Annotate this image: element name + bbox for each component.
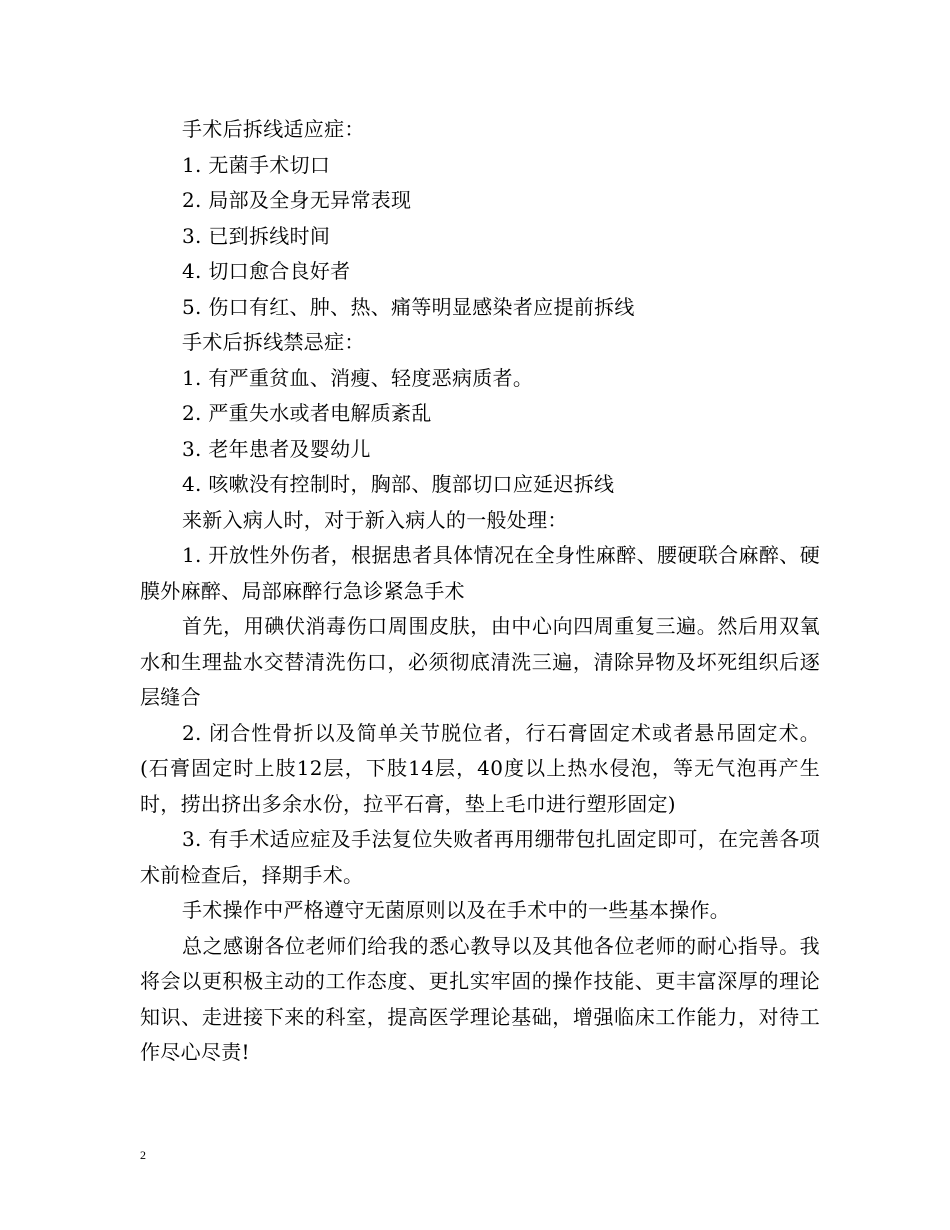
body-paragraph: 手术操作中严格遵守无菌原则以及在手术中的一些基本操作。 <box>182 898 731 922</box>
list-item: 5. 伤口有红、肿、热、痛等明显感染者应提前拆线 <box>182 294 635 319</box>
list-item: 2. 局部及全身无异常表现 <box>182 188 412 212</box>
body-paragraph: 3. 有手术适应症及手法复位失败者再用绷带包扎固定即可，在完善各项术前检查后，择期手术。 <box>140 827 820 887</box>
document-body <box>140 112 820 1071</box>
body-paragraph: 1. 开放性外伤者，根据患者具体情况在全身性麻醉、腰硬联合麻醉、硬膜外麻醉、局部麻醉行急诊紧急手术 <box>140 543 820 603</box>
list-item: 3. 老年患者及婴幼儿 <box>182 436 371 461</box>
list-item: 4. 切口愈合良好者 <box>182 259 351 283</box>
page-number: 2 <box>140 1148 146 1162</box>
list-item: 1. 无菌手术切口 <box>182 152 331 177</box>
body-paragraph: 2. 闭合性骨折以及简单关节脱位者，行石膏固定术或者悬吊固定术。(石膏固定时上肢12层，下肢14层，40度以上热水侵泡，等无气泡再产生时，捞出挤出多余水份，拉平石膏，垫上毛巾进行塑形固定) <box>140 720 820 816</box>
body-paragraph: 首先，用碘伏消毒伤口周围皮肤，由中心向四周重复三遍。然后用双氧水和生理盐水交替清洗伤口，必须彻底清洗三遍，清除异物及坏死组织后逐层缝合 <box>140 614 820 709</box>
list-item: 1. 有严重贫血、消瘦、轻度恶病质者。 <box>182 365 534 390</box>
heading-removal-indications: 手术后拆线适应症： <box>182 117 365 141</box>
heading-new-patient-handling: 来新入病人时，对于新入病人的一般处理： <box>182 507 568 532</box>
list-item: 3. 已到拆线时间 <box>182 223 331 248</box>
list-item: 4. 咳嗽没有控制时，胸部、腹部切口应延迟拆线 <box>182 472 615 496</box>
heading-removal-contraindications: 手术后拆线禁忌症： <box>182 330 365 354</box>
closing-paragraph: 总之感谢各位老师们给我的悉心教导以及其他各位老师的耐心指导。我将会以更积极主动的工作态度、更扎实牢固的操作技能、更丰富深厚的理论知识、走进接下来的科室，提高医学理论基础，增强临床工作能力，对待工作尽心尽责! <box>140 933 820 1064</box>
list-item: 2. 严重失水或者电解质紊乱 <box>182 401 432 425</box>
